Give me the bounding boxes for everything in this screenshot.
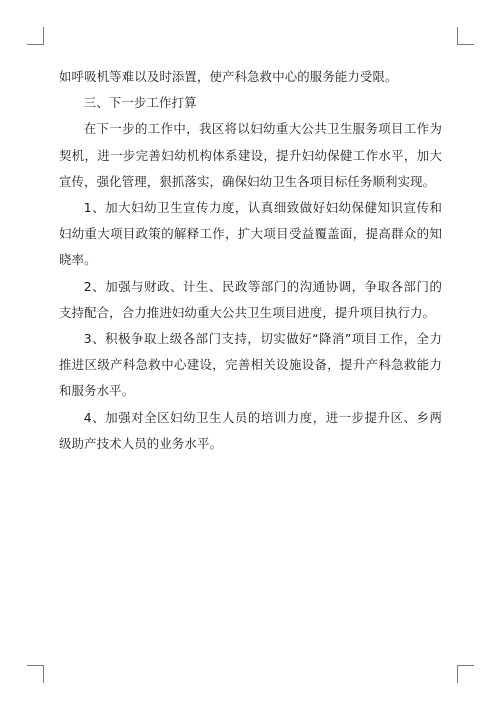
- list-item-3: 3、积极争取上级各部门支持，切实做好“降消”项目工作，全力推进区级产科急救中心建设，完善相关设施设备，提升产科急救能力和服务水平。: [59, 331, 442, 399]
- crop-mark-bottom-right: [457, 665, 458, 683]
- crop-mark-bottom-left: [43, 665, 44, 683]
- crop-mark-bottom-right: [457, 665, 474, 666]
- crop-mark-bottom-left: [27, 665, 44, 666]
- document-body: [59, 64, 442, 457]
- list-item-2: 2、加强与财政、计生、民政等部门的沟通协调，争取各部门的支持配合，合力推进妇幼重大公共卫生项目进度，提升项目执行力。: [59, 278, 442, 320]
- list-item-1: 1、加大妇幼卫生宣传力度，认真细致做好妇幼保健知识宣传和妇幼重大项目政策的解释工作，扩大项目受益覆盖面，提高群众的知晓率。: [59, 200, 442, 268]
- paragraph: 在下一步的工作中，我区将以妇幼重大公共卫生服务项目工作为契机，进一步完善妇幼机构体系建设，提升妇幼保健工作水平，加大宣传，强化管理，狠抓落实，确保妇幼卫生各项目标任务顺利实现。: [59, 121, 442, 189]
- crop-mark-top-left: [43, 27, 44, 45]
- list-item-4: 4、加强对全区妇幼卫生人员的培训力度，进一步提升区、乡两级助产技术人员的业务水平。: [59, 409, 442, 451]
- paragraph-continuation: 如呼吸机等难以及时添置，使产科急救中心的服务能力受限。: [59, 69, 398, 84]
- crop-mark-top-right: [457, 27, 458, 45]
- crop-mark-top-right: [457, 44, 474, 45]
- section-heading: 三、下一步工作打算: [83, 95, 197, 111]
- crop-mark-top-left: [27, 44, 44, 45]
